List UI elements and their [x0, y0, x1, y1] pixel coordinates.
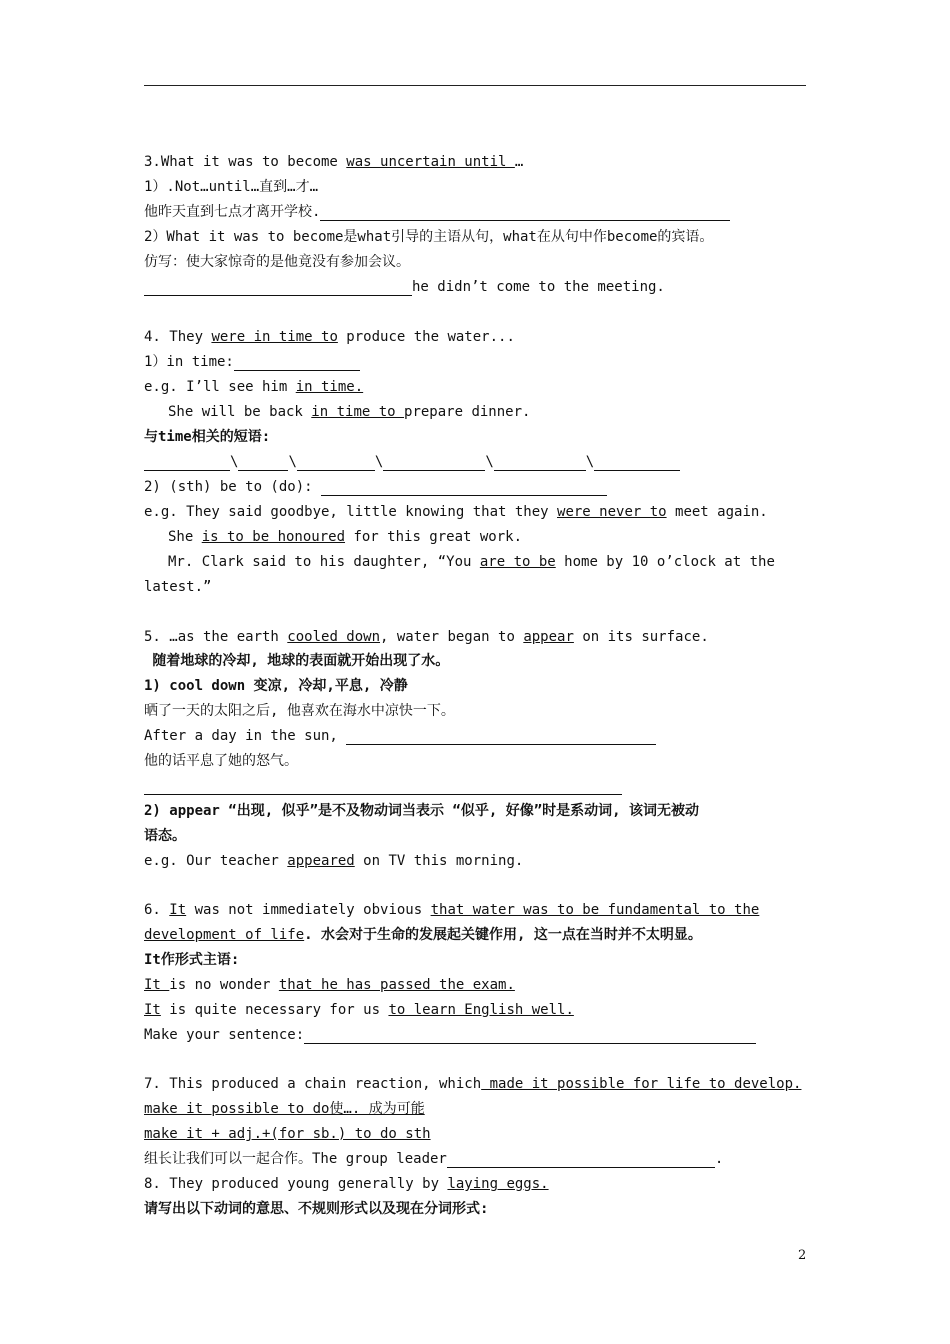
s4-line3: e.g. I’ll see him in time. — [144, 379, 364, 395]
answer-blank[interactable] — [447, 1153, 715, 1168]
answer-blank[interactable] — [144, 780, 622, 795]
s3-heading: 3.What it was to become was uncertain until … — [144, 154, 524, 170]
s4-line5: 与time相关的短语: — [144, 429, 271, 445]
s3-line2: 1）.Not…until…直到…才… — [144, 179, 319, 195]
s5-line4: 晒了一天的太阳之后, 他喜欢在海水中凉快一下。 — [144, 703, 455, 719]
s3-line6: he didn’t come to the meeting. — [144, 278, 665, 296]
s5-line2: 随着地球的冷却, 地球的表面就开始出现了水。 — [144, 653, 450, 669]
s6-line5: It is quite necessary for us to learn English well. — [144, 1002, 574, 1018]
s6-line3: It作形式主语: — [144, 952, 240, 968]
s8-heading: 8. They produced young generally by laying eggs. — [144, 1176, 549, 1192]
s6-line2: development of life. 水会对于生命的发展起关键作用, 这一点在当时并不太明显。 — [144, 927, 702, 943]
s3-line5: 仿写：使大家惊奇的是他竟没有参加会议。 — [144, 254, 410, 270]
answer-blank[interactable] — [238, 456, 288, 471]
s5-line3: 1) cool down 变凉, 冷却,平息, 冷静 — [144, 678, 408, 694]
s3-line4: 2）What it was to become是what引导的主语从句，what在从句中作become的宾语。 — [144, 229, 714, 245]
answer-blank[interactable] — [594, 456, 680, 471]
s6-line6: Make your sentence: — [144, 1026, 756, 1044]
s5-line8: 2) appear “出现, 似乎”是不及物动词当表示 “似乎, 好像”时是系动词, 该词无被动 — [144, 803, 700, 819]
answer-blank[interactable] — [144, 456, 230, 471]
s4-line7: 2) (sth) be to (do): — [144, 478, 607, 496]
answer-blank[interactable] — [320, 206, 730, 221]
s4-line4: She will be back in time to prepare dinner. — [168, 404, 531, 420]
answer-blank[interactable] — [144, 281, 412, 296]
s4-heading: 4. They were in time to produce the water... — [144, 329, 515, 345]
s4-line8: e.g. They said goodbye, little knowing that they were never to meet again. — [144, 504, 768, 520]
s7-line2: make it possible to do使…. 成为可能 — [144, 1101, 425, 1117]
s5-line10: e.g. Our teacher appeared on TV this morning. — [144, 853, 524, 869]
s7-line3: make it + adj.+(for sb.) to do sth — [144, 1126, 431, 1142]
s5-line5: After a day in the sun, — [144, 727, 656, 745]
answer-blank[interactable] — [321, 481, 607, 496]
answer-blank[interactable] — [297, 456, 375, 471]
s5-heading: 5. …as the earth cooled down, water began to appear on its surface. — [144, 629, 709, 645]
s4-line11: latest.” — [144, 579, 212, 595]
s5-line7 — [144, 777, 622, 795]
s6-line4: It is no wonder that he has passed the exam. — [144, 977, 515, 993]
answer-blank[interactable] — [494, 456, 586, 471]
s6-heading: 6. It was not immediately obvious that water was to be fundamental to the — [144, 902, 760, 918]
s7-heading: 7. This produced a chain reaction, which made it possible for life to develop. — [144, 1076, 802, 1092]
s5-line6: 他的话平息了她的怒气。 — [144, 753, 298, 769]
answer-blank[interactable] — [383, 456, 485, 471]
s4-line10: Mr. Clark said to his daughter, “You are to be home by 10 o’clock at the — [168, 554, 775, 570]
s8-line2: 请写出以下动词的意思、不规则形式以及现在分词形式: — [144, 1201, 489, 1217]
header-rule — [144, 85, 806, 86]
s5-line9: 语态。 — [144, 828, 186, 844]
s4-line9: She is to be honoured for this great work. — [168, 529, 523, 545]
s7-line4: 组长让我们可以一起合作。The group leader . — [144, 1151, 724, 1167]
s3-line3: 他昨天直到七点才离开学校. — [144, 203, 730, 221]
answer-blank[interactable] — [304, 1029, 756, 1044]
s4-phrase-blanks: \ \ \ \ \ — [144, 453, 680, 471]
answer-blank[interactable] — [346, 730, 656, 745]
page-number: 2 — [798, 1248, 807, 1263]
answer-blank[interactable] — [234, 356, 360, 371]
s4-line2: 1）in time: — [144, 353, 360, 371]
